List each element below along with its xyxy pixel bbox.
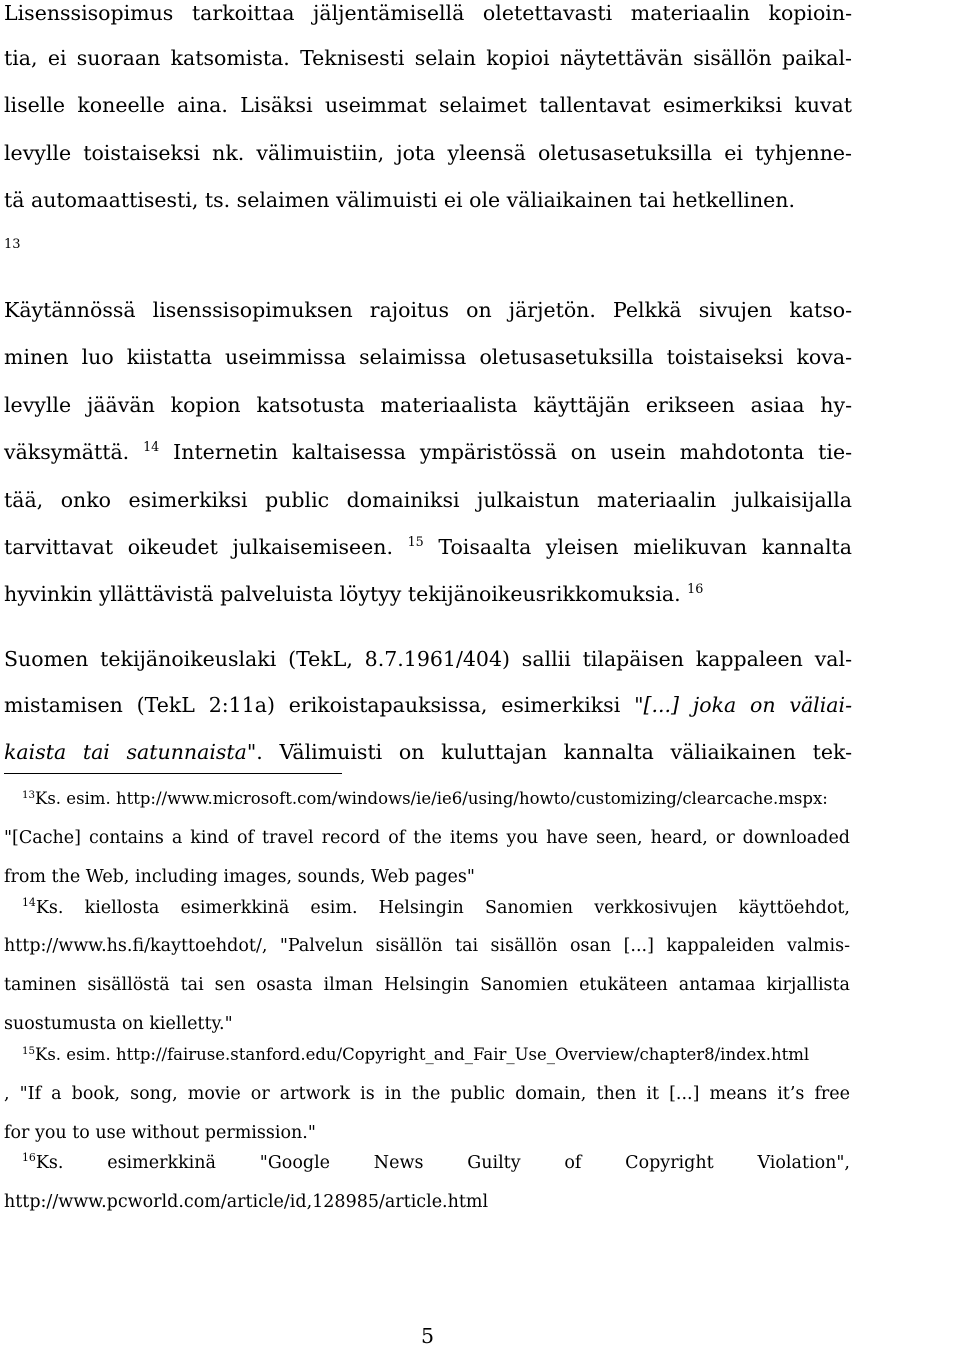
footnote-14-line: http://www.hs.fi/kayttoehdot/, "Palvelun sisällön tai sisällön osan [...] kappaleiden valmis-: [4, 936, 850, 956]
paragraph-line: Käytännössä lisenssisopimuksen rajoitus on järjetön. Pelkkä sivujen katso-: [4, 298, 852, 322]
text-run: väksymättä.: [4, 440, 144, 464]
footnote-ref-15[interactable]: 15: [407, 534, 424, 550]
footnote-ref-16[interactable]: 16: [687, 581, 704, 597]
footnote-14-line: [4, 897, 850, 919]
footnote-separator: [4, 773, 342, 774]
footnote-14-line: suostumusta on kielletty.": [4, 1014, 233, 1034]
footnote-number: 13: [22, 789, 36, 801]
footnote-number: 14: [22, 896, 36, 910]
footnote-16-line: [4, 1152, 850, 1174]
text-run: mistamisen (TekL 2:11a) erikoistapauksissa, esimerkiksi: [4, 693, 635, 717]
paragraph-line: tia, ei suoraan katsomista. Teknisesti selain kopioi näytettävän sisällön paikal-: [4, 46, 852, 70]
paragraph-line: [4, 692, 852, 718]
footnote-13-line: "[Cache] contains a kind of travel record of the items you have seen, heard, or downloaded: [4, 828, 850, 848]
footnote-number: 16: [22, 1151, 36, 1165]
text-run: Ks. kiellosta esimerkkinä esim. Helsingin Sanomien verkkosivujen käyttöehdot,: [35, 898, 850, 918]
italic-quote: "[...] joka on väliai-: [634, 693, 852, 717]
text-run: tarvittavat oikeudet julkaisemiseen.: [4, 535, 408, 559]
paragraph-line: [4, 739, 852, 765]
paragraph-line: tä automaattisesti, ts. selaimen välimuisti ei ole väliaikainen tai hetkellinen.: [4, 188, 795, 212]
footnote-ref-14[interactable]: 14: [143, 439, 160, 455]
footnote-15-line: [4, 1044, 809, 1066]
paragraph-line: levylle toistaiseksi nk. välimuistiin, jota yleensä oletusasetuksilla ei tyhjenne-: [4, 141, 852, 165]
paragraph-line: levylle jäävän kopion katsotusta materiaalista käyttäjän erikseen asiaa hy-: [4, 393, 852, 417]
page-number: 5: [420, 1324, 435, 1348]
footnote-link-text[interactable]: Ks. esim. http://www.microsoft.com/windows/ie/ie6/using/howto/customizing/clearcache.mspx:: [35, 789, 828, 808]
paragraph-line: Lisenssisopimus tarkoittaa jäljentämisellä oletettavasti materiaalin kopioin-: [4, 1, 852, 25]
paragraph-line: [4, 581, 703, 607]
footnote-16-link[interactable]: http://www.pcworld.com/article/id,128985/article.html: [4, 1192, 489, 1212]
footnote-13-line: [4, 788, 828, 810]
footnote-link-text[interactable]: Ks. esim. http://fairuse.stanford.edu/Copyright_and_Fair_Use_Overview/chapter8/index.html: [35, 1045, 810, 1064]
footnote-14-line: taminen sisällöstä tai sen osasta ilman Helsingin Sanomien etukäteen antamaa kirjallista: [4, 975, 850, 995]
paragraph-line: Suomen tekijänoikeuslaki (TekL, 8.7.1961/404) sallii tilapäisen kappaleen val-: [4, 647, 852, 671]
footnote-15-line: , "If a book, song, movie or artwork is in the public domain, then it [...] means it’s free: [4, 1084, 850, 1104]
paragraph-line: [4, 439, 852, 465]
text-run: hyvinkin yllättävistä palveluista löytyy tekijänoikeusrikkomuksia.: [4, 582, 688, 606]
footnote-ref-13[interactable]: 13: [4, 237, 21, 252]
footnote-15-line: for you to use without permission.": [4, 1123, 316, 1143]
paragraph-line: [4, 534, 852, 560]
text-run: Ks. esimerkkinä "Google News Guilty of Copyright Violation",: [35, 1153, 850, 1173]
text-run: Toisaalta yleisen mielikuvan kannalta: [423, 535, 852, 559]
text-run: Internetin kaltaisessa ympäristössä on usein mahdotonta tie-: [159, 440, 853, 464]
paragraph-line: liselle koneelle aina. Lisäksi useimmat selaimet tallentavat esimerkiksi kuvat: [4, 93, 852, 117]
text-run: . Välimuisti on kuluttajan kannalta väliaikainen tek-: [256, 740, 853, 764]
paragraph-line: minen luo kiistatta useimmissa selaimissa oletusasetuksilla toistaiseksi kova-: [4, 345, 852, 369]
paragraph-line: tää, onko esimerkiksi public domainiksi julkaistun materiaalin julkaisijalla: [4, 488, 852, 512]
footnote-number: 15: [22, 1045, 36, 1057]
italic-quote: kaista tai satunnaista": [4, 740, 257, 764]
footnote-13-line: from the Web, including images, sounds, Web pages": [4, 867, 475, 887]
